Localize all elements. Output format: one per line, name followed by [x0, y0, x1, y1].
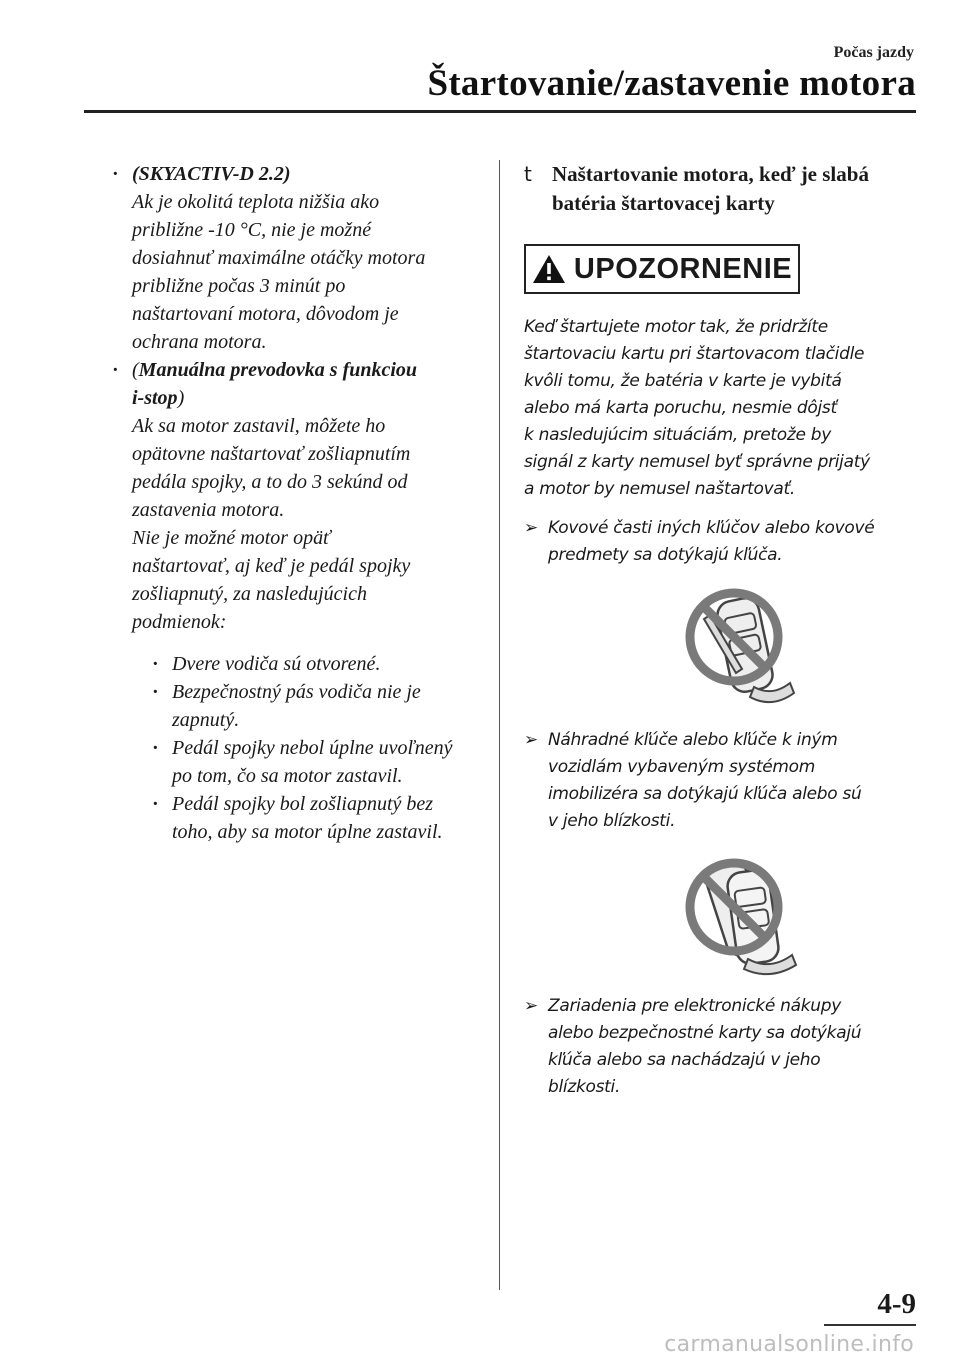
column-divider — [499, 160, 500, 1290]
warning-line: kvôli tomu, že batéria v karte je vybitá — [524, 371, 842, 391]
warning-item-line: Kovové časti iných kľúčov alebo kovové — [548, 518, 875, 538]
warning-item-line: predmety sa dotýkajú kľúča. — [548, 545, 783, 565]
paren-close: ) — [177, 387, 185, 409]
bullet-line: približne počas 3 minút po — [132, 275, 346, 297]
condition-list — [152, 650, 492, 846]
bullet-line: naštartovaní motora, dôvodom je — [132, 303, 399, 325]
warning-item-line: Zariadenia pre elektronické nákupy — [548, 996, 841, 1016]
bullet-dot: · — [152, 653, 159, 675]
bullet-line: Nie je možné motor opäť — [132, 527, 331, 549]
bullet-line: ochrana motora. — [132, 331, 267, 353]
bullet-line: dosiahnuť maximálne otáčky motora — [132, 247, 426, 269]
bullet-line: približne -10 °C, nie je možné — [132, 219, 372, 241]
left-column — [112, 160, 492, 846]
warning-item-line: Náhradné kľúče alebo kľúče k iným — [548, 730, 838, 750]
bullet-line: opätovne naštartovať zošliapnutím — [132, 443, 411, 465]
section-heading-line: batéria štartovacej karty — [552, 191, 775, 215]
warning-line: a motor by nemusel naštartovať. — [524, 479, 795, 499]
bullet-dot: · — [152, 737, 159, 759]
bullet-line: naštartovať, aj keď je pedál spojky — [132, 555, 411, 577]
section-heading — [524, 160, 914, 218]
condition-item — [152, 650, 492, 678]
warning-triangle-icon — [532, 254, 566, 284]
key-metal-objects-illustration — [672, 585, 812, 715]
arrow-right-icon: ➢ — [524, 996, 538, 1016]
page-title: Štartovanie/zastavenie motora — [427, 63, 916, 104]
header-section-label: Počas jazdy — [833, 44, 914, 61]
bullet-line: zastavenia motora. — [132, 499, 285, 521]
bullet-line: pedála spojky, a to do 3 sekúnd od — [132, 471, 408, 493]
warning-item-line: alebo bezpečnostné karty sa dotýkajú — [548, 1023, 862, 1043]
arrow-right-icon: ➢ — [524, 518, 538, 538]
bullet-heading-line2 — [132, 384, 492, 412]
bullet-heading: (SKYACTIV-D 2.2) — [132, 163, 291, 185]
section-heading-line: Naštartovanie motora, keď je slabá — [552, 162, 869, 186]
condition-line: Bezpečnostný pás vodiča nie je — [172, 681, 421, 703]
paren-open: ( — [132, 359, 139, 381]
warning-box — [524, 244, 800, 294]
bullet-heading-strong: Manuálna prevodovka s funkciou — [138, 359, 418, 381]
warning-item — [524, 993, 914, 1101]
condition-line: zapnutý. — [172, 709, 240, 731]
bullet-manual-transmission — [112, 356, 492, 846]
condition-item — [152, 678, 492, 734]
warning-item-line: kľúča alebo sa nachádzajú v jeho — [548, 1050, 821, 1070]
warning-item — [524, 727, 914, 835]
bullet-line: podmienok: — [132, 611, 227, 633]
bullet-dot: · — [152, 681, 159, 703]
warning-line: Keď štartujete motor tak, že pridržíte — [524, 317, 828, 337]
bullet-line: zošliapnutý, za nasledujúcich — [132, 583, 367, 605]
bullet-dot: · — [112, 359, 119, 381]
condition-item — [152, 790, 492, 846]
warning-line: alebo má karta poruchu, nesmie dôjsť — [524, 398, 837, 418]
header-rule — [84, 110, 916, 113]
warning-line: štartovaciu kartu pri štartovacom tlačidle — [524, 344, 865, 364]
bullet-line: Ak je okolitá teplota nižšia ako — [132, 191, 380, 213]
warning-item-line: blízkosti. — [548, 1077, 621, 1097]
warning-line: signál z karty nemusel byť správne prijatý — [524, 452, 870, 472]
condition-line: Pedál spojky nebol úplne uvoľnený — [172, 737, 453, 759]
warning-line: k nasledujúcim situáciám, pretože by — [524, 425, 832, 445]
warning-text — [524, 314, 914, 503]
condition-line: Dvere vodiča sú otvorené. — [172, 653, 381, 675]
page-number: 4-9 — [877, 1288, 916, 1320]
two-keys-illustration — [672, 851, 812, 981]
arrow-right-icon: ➢ — [524, 730, 538, 750]
warning-item-line: v jeho blízkosti. — [548, 811, 676, 831]
bullet-heading-strong: i-stop — [132, 387, 178, 409]
bullet-line: Ak sa motor zastavil, môžete ho — [132, 415, 386, 437]
condition-line: Pedál spojky bol zošliapnutý bez — [172, 793, 434, 815]
condition-item — [152, 734, 492, 790]
condition-line: toho, aby sa motor úplne zastavil. — [172, 821, 443, 843]
warning-item-line: vozidlám vybaveným systémom — [548, 757, 815, 777]
right-column — [524, 160, 914, 1101]
section-marker: t — [524, 162, 532, 186]
bullet-skyactiv — [112, 160, 492, 356]
warning-item — [524, 515, 914, 569]
bullet-heading — [132, 356, 492, 384]
warning-label: UPOZORNENIE — [573, 252, 793, 285]
bullet-dot: · — [112, 163, 119, 185]
watermark: carmanualsonline.info — [664, 1332, 914, 1357]
warning-item-line: imobilizéra sa dotýkajú kľúča alebo sú — [548, 784, 862, 804]
condition-line: po tom, čo sa motor zastavil. — [172, 765, 403, 787]
bullet-dot: · — [152, 793, 159, 815]
footer-rule — [824, 1324, 916, 1326]
